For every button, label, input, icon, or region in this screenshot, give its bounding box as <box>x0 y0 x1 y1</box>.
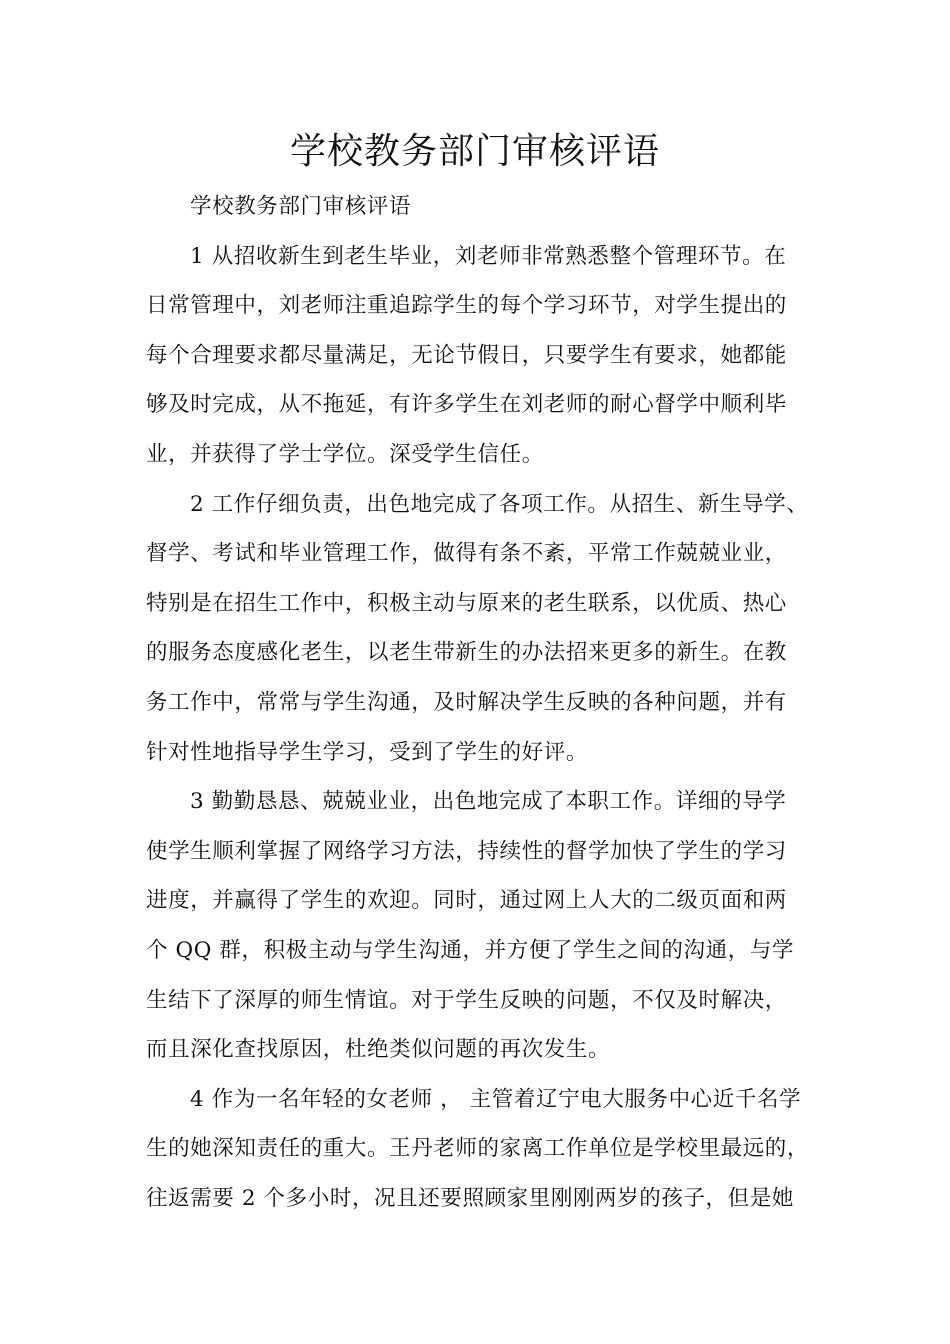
text-line: 特别是在招生工作中，积极主动与原来的老生联系，以优质、热心 <box>146 590 787 616</box>
text-line: 往返需要 2 个多小时，况且还要照顾家里刚刚两岁的孩子，但是她 <box>146 1185 794 1211</box>
text-line: 个 QQ 群，积极主动与学生沟通，并方便了学生之间的沟通，与学 <box>146 937 795 963</box>
text-line: 够及时完成，从不拖延，有许多学生在刘老师的耐心督学中顺利毕 <box>146 392 787 418</box>
text-line: 1 从招收新生到老生毕业，刘老师非常熟悉整个管理环节。在 <box>190 243 787 269</box>
document-title: 学校教务部门审核评语 <box>289 131 660 172</box>
text-line: 使学生顺利掌握了网络学习方法，持续性的督学加快了学生的学习 <box>146 838 787 864</box>
text-line: 3 勤勤恳恳、兢兢业业，出色地完成了本职工作。详细的导学 <box>190 789 787 815</box>
text-line: 2 工作仔细负责，出色地完成了各项工作。从招生、新生导学、 <box>190 491 809 517</box>
text-line: 生的她深知责任的重大。王丹老师的家离工作单位是学校里最远的， <box>146 1136 810 1162</box>
text-line: 督学、考试和毕业管理工作，做得有条不紊，平常工作兢兢业业， <box>146 541 787 567</box>
text-line: 学校教务部门审核评语 <box>190 194 412 219</box>
text-line: 日常管理中，刘老师注重追踪学生的每个学习环节，对学生提出的 <box>146 293 787 319</box>
text-line: 业，并获得了学士学位。深受学生信任。 <box>146 441 544 467</box>
text-line: 务工作中，常常与学生沟通，及时解决学生反映的各种问题，并有 <box>146 689 787 715</box>
text-line: 的服务态度感化老生，以老生带新生的办法招来更多的新生。在教 <box>146 640 787 666</box>
text-line: 生结下了深厚的师生情谊。对于学生反映的问题，不仅及时解决， <box>146 987 787 1013</box>
text-line: 4 作为一名年轻的女老师 ， 主管着辽宁电大服务中心近千名学 <box>190 1086 802 1112</box>
text-line: 每个合理要求都尽量满足，无论节假日，只要学生有要求，她都能 <box>146 342 787 368</box>
text-line: 进度，并赢得了学生的欢迎。同时，通过网上人大的二级页面和两 <box>146 888 787 914</box>
document-body <box>146 182 818 1223</box>
text-line: 而且深化查找原因，杜绝类似问题的再次发生。 <box>146 1037 611 1063</box>
text-line: 针对性地指导学生学习，受到了学生的好评。 <box>146 739 589 765</box>
